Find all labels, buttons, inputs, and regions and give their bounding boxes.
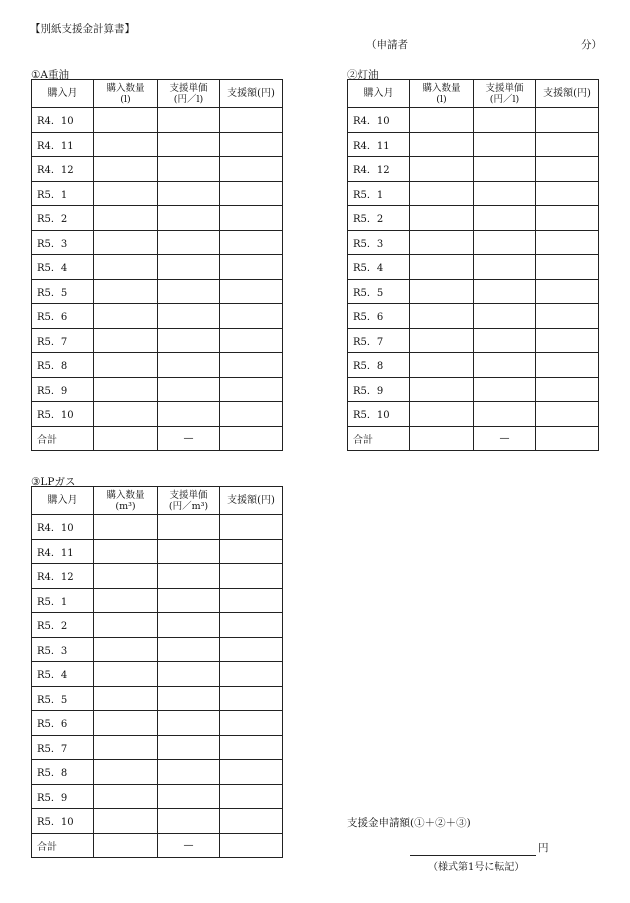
amount-cell[interactable] [536,230,599,255]
amount-cell[interactable] [220,402,283,427]
unit-price-cell[interactable] [158,564,220,589]
application-amount-input-line[interactable] [410,855,536,856]
quantity-cell[interactable] [410,206,474,231]
amount-cell[interactable] [220,515,283,540]
total-row [32,833,283,858]
table-row [32,515,283,540]
amount-cell[interactable] [536,132,599,157]
month-cell: R4．10 [32,515,94,540]
quantity-cell[interactable] [94,564,158,589]
table-row [348,328,599,353]
transcription-note: （様式第1号に転記） [428,862,525,873]
table-row [32,564,283,589]
header-unit-price [158,80,220,108]
total-unit-price-dash: — [474,426,536,451]
quantity-cell[interactable] [94,377,158,402]
quantity-cell[interactable] [94,304,158,329]
month-cell: R5．9 [32,784,94,809]
unit-price-cell[interactable] [474,279,536,304]
amount-cell[interactable] [220,760,283,785]
quantity-cell[interactable] [94,539,158,564]
table-row [32,377,283,402]
unit-price-cell[interactable] [158,686,220,711]
unit-price-cell[interactable] [158,711,220,736]
header-unit-price-label: 支援単価 [485,82,524,94]
quantity-cell[interactable] [410,108,474,133]
month-cell: R5．2 [348,206,410,231]
amount-cell[interactable] [536,206,599,231]
unit-price-cell[interactable] [158,515,220,540]
unit-price-cell[interactable] [474,402,536,427]
quantity-cell[interactable] [94,255,158,280]
amount-cell[interactable] [220,637,283,662]
header-unit-price-unit: (円／l) [173,93,204,105]
month-cell: R5．4 [32,255,94,280]
table-row [32,662,283,687]
header-quantity-label: 購入数量 [422,82,461,94]
total-label: 合計 [348,426,410,451]
quantity-cell[interactable] [410,304,474,329]
amount-cell[interactable] [220,108,283,133]
unit-price-cell[interactable] [158,157,220,182]
amount-cell[interactable] [220,255,283,280]
amount-cell[interactable] [220,809,283,834]
month-cell: R5．1 [348,181,410,206]
header-unit-price [158,487,220,515]
table-row [348,206,599,231]
table-row [32,809,283,834]
table-row [32,157,283,182]
month-cell: R5．5 [32,279,94,304]
amount-cell[interactable] [220,304,283,329]
unit-price-cell[interactable] [158,662,220,687]
unit-price-cell[interactable] [158,328,220,353]
quantity-cell[interactable] [94,637,158,662]
table-row [32,255,283,280]
amount-cell[interactable] [536,304,599,329]
header-unit-price-label: 支援単価 [169,82,208,94]
amount-cell[interactable] [220,279,283,304]
month-cell: R5．8 [32,353,94,378]
month-cell: R4．11 [32,132,94,157]
unit-price-cell[interactable] [158,760,220,785]
month-cell: R5．3 [32,230,94,255]
unit-price-cell[interactable] [158,637,220,662]
table-row [32,279,283,304]
total-label: 合計 [32,426,94,451]
quantity-cell[interactable] [94,108,158,133]
section-title-kerosene: ②灯油 [347,69,379,81]
table-row [348,402,599,427]
total-label: 合計 [32,833,94,858]
month-cell: R5．9 [348,377,410,402]
quantity-cell[interactable] [94,181,158,206]
header-month: 購入月 [348,80,410,108]
month-cell: R5．4 [348,255,410,280]
amount-cell[interactable] [220,157,283,182]
table-row [348,279,599,304]
total-amount-cell[interactable] [220,833,283,858]
table-row [348,353,599,378]
table-row [32,686,283,711]
unit-price-cell[interactable] [474,206,536,231]
quantity-cell[interactable] [94,328,158,353]
total-unit-price-dash: — [158,426,220,451]
month-cell: R5．9 [32,377,94,402]
month-cell: R4．12 [348,157,410,182]
total-quantity-cell[interactable] [94,833,158,858]
amount-cell[interactable] [220,132,283,157]
document-title: 【別紙支援金計算書】 [30,23,135,35]
unit-price-cell[interactable] [474,230,536,255]
unit-price-cell[interactable] [158,613,220,638]
table-header-row [32,487,283,515]
quantity-cell[interactable] [410,181,474,206]
month-cell: R4．10 [348,108,410,133]
month-cell: R5．1 [32,588,94,613]
quantity-cell[interactable] [94,157,158,182]
applicant-suffix: 分） [581,39,602,51]
quantity-cell[interactable] [94,515,158,540]
header-quantity-unit: (l) [436,93,447,105]
table-row [348,255,599,280]
month-cell: R5．2 [32,206,94,231]
amount-cell[interactable] [536,402,599,427]
amount-cell[interactable] [220,377,283,402]
table-row [32,181,283,206]
section-title-lp-gas: ③LPガス [31,476,76,488]
table-row [348,157,599,182]
month-cell: R5．3 [348,230,410,255]
quantity-cell[interactable] [410,353,474,378]
total-amount-cell[interactable] [536,426,599,451]
quantity-cell[interactable] [94,711,158,736]
quantity-cell[interactable] [410,255,474,280]
quantity-cell[interactable] [94,760,158,785]
heavy-oil-table [31,79,283,451]
header-unit-price-label: 支援単価 [169,489,208,501]
amount-cell[interactable] [536,353,599,378]
month-cell: R5．6 [32,304,94,329]
header-quantity-unit: (l) [120,93,131,105]
table-header-row [32,80,283,108]
quantity-cell[interactable] [410,132,474,157]
month-cell: R5．8 [32,760,94,785]
table-row [32,132,283,157]
unit-price-cell[interactable] [474,328,536,353]
amount-cell[interactable] [220,613,283,638]
header-unit-price [474,80,536,108]
quantity-cell[interactable] [94,353,158,378]
header-amount: 支援額(円) [220,80,283,108]
table-row [348,230,599,255]
month-cell: R5．8 [348,353,410,378]
month-cell: R5．7 [348,328,410,353]
unit-price-cell[interactable] [158,206,220,231]
unit-price-cell[interactable] [158,735,220,760]
quantity-cell[interactable] [94,402,158,427]
quantity-cell[interactable] [94,686,158,711]
month-cell: R5．1 [32,181,94,206]
quantity-cell[interactable] [94,132,158,157]
month-cell: R5．6 [348,304,410,329]
unit-price-cell[interactable] [474,181,536,206]
quantity-cell[interactable] [94,279,158,304]
unit-price-cell[interactable] [158,402,220,427]
unit-price-cell[interactable] [158,588,220,613]
header-quantity [94,80,158,108]
amount-cell[interactable] [536,181,599,206]
header-quantity [410,80,474,108]
table-row [32,402,283,427]
applicant-label: （申請者 [366,39,408,51]
month-cell: R4．11 [348,132,410,157]
table-row [32,328,283,353]
total-unit-price-dash: — [158,833,220,858]
lp-gas-table [31,486,283,858]
quantity-cell[interactable] [94,784,158,809]
unit-price-cell[interactable] [158,377,220,402]
table-row [32,353,283,378]
unit-price-cell[interactable] [158,108,220,133]
month-cell: R5．7 [32,328,94,353]
quantity-cell[interactable] [94,809,158,834]
month-cell: R5．5 [32,686,94,711]
month-cell: R5．10 [32,402,94,427]
amount-cell[interactable] [536,255,599,280]
unit-price-cell[interactable] [158,132,220,157]
quantity-cell[interactable] [94,613,158,638]
total-quantity-cell[interactable] [94,426,158,451]
unit-price-cell[interactable] [158,353,220,378]
month-cell: R4．10 [32,108,94,133]
amount-cell[interactable] [220,181,283,206]
amount-cell[interactable] [220,564,283,589]
quantity-cell[interactable] [94,662,158,687]
amount-cell[interactable] [220,353,283,378]
unit-price-cell[interactable] [474,157,536,182]
unit-price-cell[interactable] [474,304,536,329]
quantity-cell[interactable] [410,402,474,427]
amount-cell[interactable] [220,328,283,353]
amount-cell[interactable] [220,735,283,760]
table-row [32,711,283,736]
amount-cell[interactable] [536,279,599,304]
unit-price-cell[interactable] [474,353,536,378]
table-row [32,230,283,255]
kerosene-table [347,79,599,451]
quantity-cell[interactable] [94,206,158,231]
quantity-cell[interactable] [94,735,158,760]
unit-price-cell[interactable] [158,539,220,564]
total-quantity-cell[interactable] [410,426,474,451]
table-row [32,206,283,231]
amount-cell[interactable] [220,662,283,687]
section-title-heavy-oil: ①A重油 [31,69,69,81]
table-row [32,304,283,329]
month-cell: R5．3 [32,637,94,662]
unit-price-cell[interactable] [474,255,536,280]
month-cell: R4．12 [32,157,94,182]
month-cell: R4．12 [32,564,94,589]
unit-price-cell[interactable] [474,377,536,402]
amount-cell[interactable] [536,157,599,182]
header-month: 購入月 [32,80,94,108]
header-quantity-unit: (m³) [115,500,136,512]
table-row [32,588,283,613]
total-row [348,426,599,451]
amount-cell[interactable] [220,784,283,809]
unit-price-cell[interactable] [158,255,220,280]
table-row [348,132,599,157]
unit-price-cell[interactable] [474,108,536,133]
quantity-cell[interactable] [410,279,474,304]
header-month: 購入月 [32,487,94,515]
month-cell: R5．10 [348,402,410,427]
table-row [32,760,283,785]
total-row [32,426,283,451]
quantity-cell[interactable] [94,230,158,255]
quantity-cell[interactable] [410,157,474,182]
month-cell: R5．6 [32,711,94,736]
amount-cell[interactable] [220,686,283,711]
amount-cell[interactable] [536,328,599,353]
quantity-cell[interactable] [410,328,474,353]
unit-price-cell[interactable] [158,304,220,329]
unit-price-cell[interactable] [474,132,536,157]
header-quantity-label: 購入数量 [106,82,145,94]
quantity-cell[interactable] [94,588,158,613]
unit-price-cell[interactable] [158,181,220,206]
total-amount-cell[interactable] [220,426,283,451]
month-cell: R5．7 [32,735,94,760]
header-unit-price-unit: (円／m³) [168,500,209,512]
header-quantity-label: 購入数量 [106,489,145,501]
amount-cell[interactable] [536,108,599,133]
unit-price-cell[interactable] [158,230,220,255]
unit-price-cell[interactable] [158,784,220,809]
amount-cell[interactable] [220,711,283,736]
month-cell: R4．11 [32,539,94,564]
table-row [348,377,599,402]
unit-price-cell[interactable] [158,809,220,834]
header-unit-price-unit: (円／l) [489,93,520,105]
table-row [32,613,283,638]
month-cell: R5．5 [348,279,410,304]
application-amount-unit: 円 [538,842,549,854]
amount-cell[interactable] [536,377,599,402]
application-amount-label: 支援金申請額(①＋②＋③) [347,817,471,829]
table-row [32,108,283,133]
quantity-cell[interactable] [410,230,474,255]
quantity-cell[interactable] [410,377,474,402]
month-cell: R5．10 [32,809,94,834]
month-cell: R5．4 [32,662,94,687]
amount-cell[interactable] [220,206,283,231]
month-cell: R5．2 [32,613,94,638]
table-row [32,735,283,760]
table-row [348,304,599,329]
amount-cell[interactable] [220,539,283,564]
amount-cell[interactable] [220,588,283,613]
header-amount: 支援額(円) [536,80,599,108]
table-row [32,637,283,662]
table-row [348,181,599,206]
header-quantity [94,487,158,515]
unit-price-cell[interactable] [158,279,220,304]
header-amount: 支援額(円) [220,487,283,515]
table-row [32,784,283,809]
table-row [348,108,599,133]
table-header-row [348,80,599,108]
amount-cell[interactable] [220,230,283,255]
table-row [32,539,283,564]
